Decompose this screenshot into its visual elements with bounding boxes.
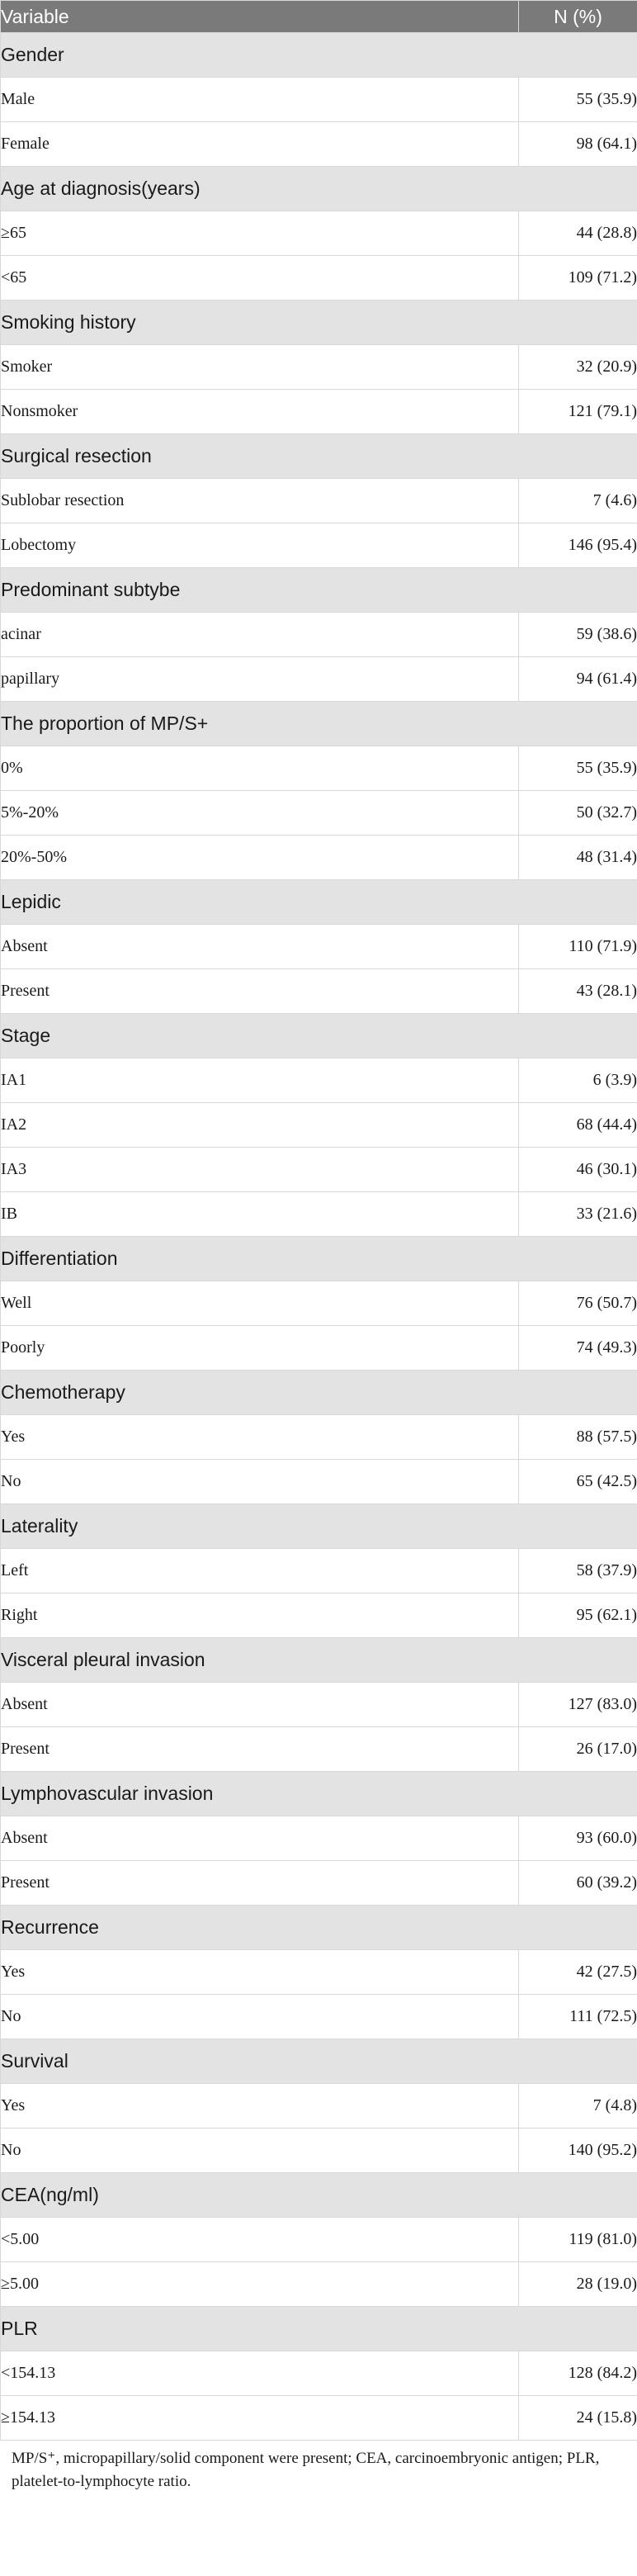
row-label: Lobectomy [1, 523, 519, 568]
table-body [1, 33, 637, 2441]
table-row [1, 2084, 637, 2129]
row-label: Yes [1, 1415, 519, 1460]
category-label: The proportion of MP/S+ [1, 702, 637, 746]
row-value: 121 (79.1) [519, 390, 637, 434]
category-label: Surgical resection [1, 434, 637, 479]
row-value: 146 (95.4) [519, 523, 637, 568]
category-row [1, 1371, 637, 1415]
row-label: No [1, 1995, 519, 2039]
category-row [1, 1014, 637, 1058]
category-label: Smoking history [1, 301, 637, 345]
row-value: 55 (35.9) [519, 746, 637, 791]
row-label: <154.13 [1, 2351, 519, 2396]
row-label: No [1, 2129, 519, 2173]
row-label: Absent [1, 1816, 519, 1861]
n-percent-column-header: N (%) [519, 1, 637, 33]
category-row [1, 568, 637, 613]
row-label: Poorly [1, 1326, 519, 1371]
category-label: Age at diagnosis(years) [1, 167, 637, 211]
table-row [1, 1058, 637, 1103]
row-label: ≥5.00 [1, 2262, 519, 2307]
row-value: 7 (4.6) [519, 479, 637, 523]
row-label: Absent [1, 1683, 519, 1727]
category-row [1, 702, 637, 746]
row-label: <65 [1, 256, 519, 301]
category-label: PLR [1, 2307, 637, 2351]
row-value: 46 (30.1) [519, 1148, 637, 1192]
row-value: 24 (15.8) [519, 2396, 637, 2441]
row-value: 95 (62.1) [519, 1593, 637, 1638]
row-value: 127 (83.0) [519, 1683, 637, 1727]
row-label: Smoker [1, 345, 519, 390]
category-label: CEA(ng/ml) [1, 2173, 637, 2218]
table-row [1, 1549, 637, 1593]
category-label: Differentiation [1, 1237, 637, 1281]
row-label: Present [1, 1727, 519, 1772]
table-row [1, 969, 637, 1014]
table-row [1, 2129, 637, 2173]
category-label: Lepidic [1, 880, 637, 925]
category-row [1, 167, 637, 211]
row-value: 93 (60.0) [519, 1816, 637, 1861]
row-label: No [1, 1460, 519, 1504]
table-row [1, 1727, 637, 1772]
category-row [1, 2173, 637, 2218]
table-row [1, 78, 637, 122]
table-row [1, 1460, 637, 1504]
row-value: 111 (72.5) [519, 1995, 637, 2039]
table-row [1, 479, 637, 523]
table-row [1, 1103, 637, 1148]
category-row [1, 880, 637, 925]
row-value: 48 (31.4) [519, 836, 637, 880]
row-label: acinar [1, 613, 519, 657]
row-value: 42 (27.5) [519, 1950, 637, 1995]
variable-column-header: Variable [1, 1, 519, 33]
row-value: 55 (35.9) [519, 78, 637, 122]
table-row [1, 2396, 637, 2441]
row-value: 26 (17.0) [519, 1727, 637, 1772]
category-row [1, 1906, 637, 1950]
row-value: 94 (61.4) [519, 657, 637, 702]
row-label: Left [1, 1549, 519, 1593]
table-row [1, 925, 637, 969]
row-label: Yes [1, 1950, 519, 1995]
row-label: papillary [1, 657, 519, 702]
row-label: Nonsmoker [1, 390, 519, 434]
table-row [1, 1950, 637, 1995]
table-row [1, 1816, 637, 1861]
row-value: 76 (50.7) [519, 1281, 637, 1326]
category-label: Laterality [1, 1504, 637, 1549]
row-label: <5.00 [1, 2218, 519, 2262]
table-row [1, 836, 637, 880]
category-label: Gender [1, 33, 637, 78]
table-row [1, 1281, 637, 1326]
table-row [1, 523, 637, 568]
table-row [1, 1995, 637, 2039]
row-value: 98 (64.1) [519, 122, 637, 167]
category-row [1, 33, 637, 78]
row-label: Right [1, 1593, 519, 1638]
row-value: 119 (81.0) [519, 2218, 637, 2262]
row-label: IA2 [1, 1103, 519, 1148]
table-row [1, 657, 637, 702]
row-label: Present [1, 1861, 519, 1906]
category-row [1, 434, 637, 479]
row-value: 88 (57.5) [519, 1415, 637, 1460]
table-row [1, 746, 637, 791]
category-row [1, 1237, 637, 1281]
category-row [1, 2039, 637, 2084]
table-row [1, 1148, 637, 1192]
row-label: Female [1, 122, 519, 167]
row-value: 6 (3.9) [519, 1058, 637, 1103]
category-label: Lymphovascular invasion [1, 1772, 637, 1816]
table-row [1, 1861, 637, 1906]
row-label: Well [1, 1281, 519, 1326]
table-row [1, 1192, 637, 1237]
table-row [1, 211, 637, 256]
category-row [1, 301, 637, 345]
category-row [1, 2307, 637, 2351]
table-row [1, 1683, 637, 1727]
row-value: 32 (20.9) [519, 345, 637, 390]
row-label: IA1 [1, 1058, 519, 1103]
table-row [1, 2218, 637, 2262]
table-footnote: MP/S⁺, micropapillary/solid component were present; CEA, carcinoembryonic antigen; PLR, platelet-to-lymphocyte ratio. [12, 2450, 600, 2490]
row-value: 59 (38.6) [519, 613, 637, 657]
category-label: Visceral pleural invasion [1, 1638, 637, 1683]
row-value: 44 (28.8) [519, 211, 637, 256]
row-value: 128 (84.2) [519, 2351, 637, 2396]
table-row [1, 1593, 637, 1638]
category-row [1, 1638, 637, 1683]
category-row [1, 1504, 637, 1549]
row-label: ≥65 [1, 211, 519, 256]
row-label: IB [1, 1192, 519, 1237]
row-value: 60 (39.2) [519, 1861, 637, 1906]
row-label: 0% [1, 746, 519, 791]
category-label: Recurrence [1, 1906, 637, 1950]
table-row [1, 1415, 637, 1460]
table-row [1, 390, 637, 434]
table-row [1, 256, 637, 301]
row-label: 5%-20% [1, 791, 519, 836]
row-value: 68 (44.4) [519, 1103, 637, 1148]
row-label: 20%-50% [1, 836, 519, 880]
category-label: Predominant subtybe [1, 568, 637, 613]
row-label: Absent [1, 925, 519, 969]
row-value: 74 (49.3) [519, 1326, 637, 1371]
category-label: Stage [1, 1014, 637, 1058]
row-value: 140 (95.2) [519, 2129, 637, 2173]
table-row [1, 345, 637, 390]
row-value: 110 (71.9) [519, 925, 637, 969]
row-value: 65 (42.5) [519, 1460, 637, 1504]
row-label: Yes [1, 2084, 519, 2129]
table-row [1, 2351, 637, 2396]
row-value: 50 (32.7) [519, 791, 637, 836]
row-label: Present [1, 969, 519, 1014]
category-row [1, 1772, 637, 1816]
row-value: 28 (19.0) [519, 2262, 637, 2307]
category-label: Chemotherapy [1, 1371, 637, 1415]
table-row [1, 791, 637, 836]
row-label: Sublobar resection [1, 479, 519, 523]
row-label: IA3 [1, 1148, 519, 1192]
table-row [1, 2262, 637, 2307]
row-label: ≥154.13 [1, 2396, 519, 2441]
category-label: Survival [1, 2039, 637, 2084]
row-value: 43 (28.1) [519, 969, 637, 1014]
table-header-row [1, 1, 637, 33]
table-row [1, 122, 637, 167]
table-row [1, 1326, 637, 1371]
row-value: 109 (71.2) [519, 256, 637, 301]
row-value: 33 (21.6) [519, 1192, 637, 1237]
table-row [1, 613, 637, 657]
row-value: 7 (4.8) [519, 2084, 637, 2129]
row-value: 58 (37.9) [519, 1549, 637, 1593]
row-label: Male [1, 78, 519, 122]
